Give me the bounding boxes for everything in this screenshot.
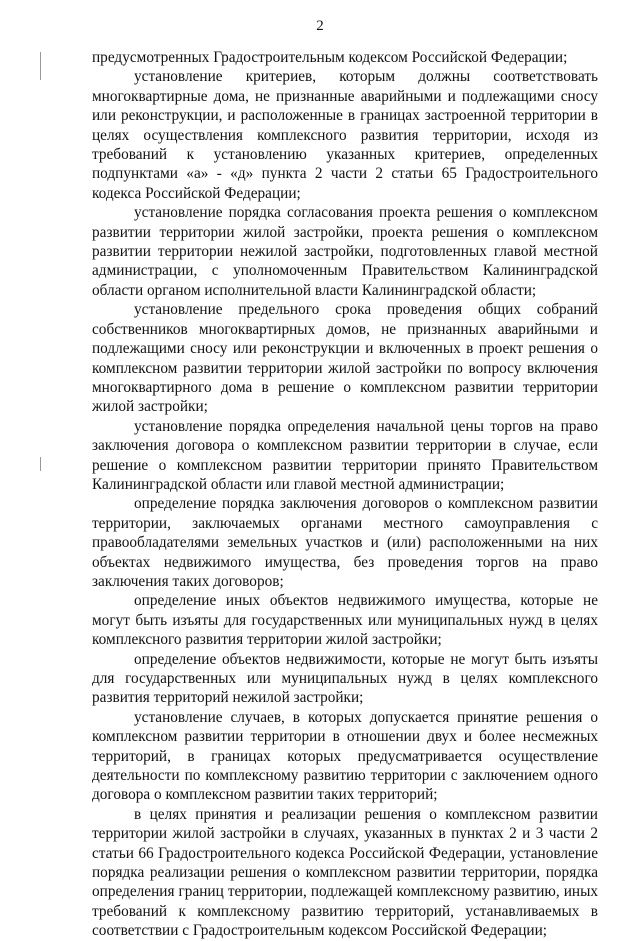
paragraph: определение порядка заключения договоров о комплексном развитии территории, заключаемых органами местного самоуправления с правообладателями земельных участков и (или) расположенными на них объектах недвижимого имущества, без проведения торгов на право заключения таких договоров;: [92, 495, 598, 590]
paragraph: предусмотренных Градостроительным кодексом Российской Федерации;: [92, 49, 568, 66]
margin-mark: [40, 52, 41, 80]
paragraph: установление случаев, в которых допускается принятие решения о комплексном развитии территории в отношении двух и более несмежных территорий, в границах которых предусматривается осуществление деятельности по комплексному развитию территории с заключением одного договора о комплексном развитии таких территорий;: [92, 708, 598, 804]
paragraph: установление порядка согласования проекта решения о комплексном развитии территории жилой застройки, проекта решения о комплексном развитии территории нежилой застройки, подготовленных главой местной администрации, с уполномоченным Правительством Калининградской области органом исполнительной власти Калининградской области;: [92, 204, 598, 299]
margin-mark: [40, 457, 41, 471]
paragraph: определение объектов недвижимости, которые не могут быть изъяты для государственных или муниципальных нужд в целях комплексного развития территорий нежилой застройки;: [92, 650, 598, 707]
paragraph: установление предельного срока проведения общих собраний собственников многоквартирных домов, не признанных аварийными и подлежащими сносу или реконструкции и включенных в проект решения о комплексном развитии территории жилой застройки по вопросу включения многоквартирного дома в решение о комплексном развитии территории жилой застройки;: [92, 301, 598, 416]
document-body: [92, 48, 598, 941]
page-number: 2: [316, 18, 324, 34]
paragraph: в целях принятия и реализации решения о комплексном развитии территории жилой застройки в случаях, указанных в пунктах 2 и 3 части 2 статьи 66 Градостроительного кодекса Российской Федерации, установление порядка реализации решения о комплексном развитии территории, порядка определения границ территории, подлежащей комплексному развитию, иных требований к комплексному развитию территорий, устанавливаемых в соответствии с Градостроительным кодексом Российской Федерации;: [92, 805, 598, 940]
paragraph: установление порядка определения начальной цены торгов на право заключения договора о комплексном развитии территории в случае, если решение о комплексном развитии территории принято Правительством Калининградской области или главой местной администрации;: [92, 417, 598, 493]
paragraph: установление критериев, которым должны соответствовать многоквартирные дома, не признанные аварийными и подлежащими сносу или реконструкции, и расположенные в границах застроенной территории в целях осуществления комплексного развития территории, исходя из требований к установлению указанных критериев, определенных подпунктами «а» - «д» пункта 2 части 2 статьи 65 Градостроительного кодекса Российской Федерации;: [92, 68, 598, 202]
paragraph: определение иных объектов недвижимого имущества, которые не могут быть изъяты для государственных или муниципальных нужд в целях комплексного развития территории жилой застройки;: [92, 592, 598, 649]
